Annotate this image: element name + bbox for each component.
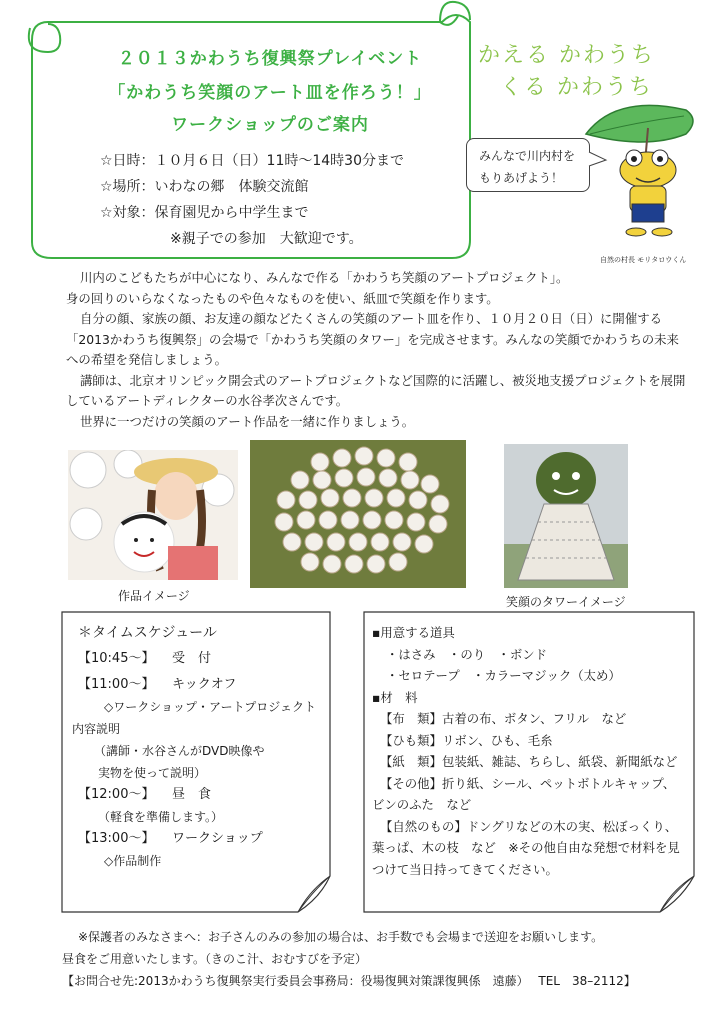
event-place: ☆場所：いわなの郷 体験交流館 bbox=[100, 179, 309, 195]
schedule-time-3: 【12:00～】 bbox=[78, 787, 155, 802]
materials-title: ▪材 料 bbox=[372, 689, 418, 705]
material-natural-cont2: つけて当日持ってきてください。 bbox=[372, 861, 558, 877]
schedule-label-4: ワークショップ bbox=[172, 831, 263, 846]
speech-bubble bbox=[466, 138, 590, 192]
schedule-card bbox=[72, 622, 328, 872]
intro-p3: 自分の顔、家族の顔、お友達の顔などたくさんの笑顔のアート皿を作り、１０月２０日（日）に開催する bbox=[80, 311, 662, 326]
intro-text bbox=[66, 268, 686, 432]
banner-title-line3: ワークショップのご案内 bbox=[171, 115, 369, 135]
intro-p2: 身の回りのいらなくなったものや色々なものを使い、紙皿で笑顔を作ります。 bbox=[66, 290, 499, 306]
photo-smile-tower bbox=[504, 444, 628, 588]
tools-card bbox=[372, 622, 694, 880]
intro-p5: への希望を発信しましょう。 bbox=[66, 352, 228, 367]
schedule-time-1: 【10:45～】 bbox=[78, 651, 155, 666]
banner-title-line1: ２０１３かわうち復興祭プレイベント bbox=[117, 49, 423, 69]
schedule-title: ＊タイムスケジュール bbox=[78, 625, 217, 641]
schedule-time-2: 【11:00～】 bbox=[78, 677, 155, 692]
tools-title: ▪用意する道具 bbox=[372, 625, 455, 640]
tools-line1: ・はさみ ・のり ・ボンド bbox=[386, 646, 548, 662]
tools-line2: ・セロテープ ・カラーマジック（太め） bbox=[386, 668, 621, 683]
banner-title-line2: 「かわうち笑顔のアート皿を作ろう！」 bbox=[108, 83, 432, 103]
caption-tower-image: 笑顔のタワーイメージ bbox=[506, 595, 626, 609]
speech-line2: もりあげよう！ bbox=[479, 171, 564, 185]
material-other-cont: ビンのふた など bbox=[372, 797, 472, 812]
material-natural: 【自然のもの】ドングリなどの木の実、松ぼっくり、 bbox=[380, 818, 678, 834]
schedule-time-4: 【13:00～】 bbox=[78, 831, 155, 846]
footer-contact: 【お問合せ先:2013かわうち復興祭実行委員会事務局：役場復興対策課復興係 遠藤） TEL 38–2112】 bbox=[62, 974, 636, 988]
schedule-sub-2c: （講師・水谷さんがDVD映像や bbox=[94, 744, 265, 758]
intro-p6: 講師は、北京オリンピック開会式のアートプロジェクトなど国際的に活躍し、被災地支援プロジェクトを展開 bbox=[80, 372, 686, 388]
schedule-sub-2b: 内容説明 bbox=[72, 722, 121, 736]
intro-p8: 世界に一つだけの笑顔のアート作品を一緒に作りましょう。 bbox=[80, 413, 415, 429]
event-target: ☆対象：保育園児から中学生まで bbox=[100, 205, 309, 221]
photo-girl-with-plate bbox=[68, 450, 238, 580]
slogan-line2: くる かわうち bbox=[500, 75, 653, 100]
schedule-label-2: キックオフ bbox=[172, 677, 237, 692]
material-natural-cont1: 葉っぱ、木の枝 など ※その他自由な発想で材料を見 bbox=[372, 840, 680, 855]
slogan-line1: かえる かわうち bbox=[478, 43, 655, 68]
schedule-label-1: 受 付 bbox=[172, 651, 212, 666]
material-cloth: 【布 類】古着の布、ボタン、フリル など bbox=[380, 711, 627, 726]
schedule-sub-4: ◇作品制作 bbox=[104, 854, 162, 868]
intro-p7: しているアートディレクターの水谷孝次さんです。 bbox=[66, 393, 349, 408]
photo-plates-on-grass bbox=[250, 440, 466, 588]
schedule-label-3: 昼 食 bbox=[172, 787, 212, 802]
speech-line1: みんなで川内村を bbox=[479, 149, 576, 163]
footer-lunch-note: 昼食をご用意いたします。（きのこ汁、おむすびを予定） bbox=[62, 952, 368, 966]
footer-guardian-note: ※保護者のみなさまへ：お子さんのみの参加の場合は、お手数でも会場まで送迎をお願いします。 bbox=[78, 930, 604, 944]
event-note: ※親子での参加 大歓迎です。 bbox=[170, 231, 363, 247]
mascot-caption: 自然の村長 モリタロウくん bbox=[600, 256, 687, 264]
schedule-sub-2a: ◇ワークショップ・アートプロジェクト bbox=[104, 700, 317, 714]
caption-art-image: 作品イメージ bbox=[118, 589, 190, 603]
material-paper: 【紙 類】包装紙、雑誌、ちらし、紙袋、新聞紙など bbox=[380, 754, 678, 769]
material-string: 【ひも類】リボン、ひも、毛糸 bbox=[380, 732, 553, 748]
event-date: ☆日時：１０月６日（日）11時～14時30分まで bbox=[100, 153, 404, 169]
schedule-sub-3: （軽食を準備します。） bbox=[98, 810, 224, 824]
material-other: 【その他】折り紙、シール、ペットボトルキャップ、 bbox=[380, 775, 676, 791]
frog-mascot-illustration bbox=[576, 98, 706, 258]
intro-p1: 川内のこどもたちが中心になり、みんなで作る「かわうち笑顔のアートプロジェクト」。 bbox=[80, 270, 569, 285]
intro-p4: 「2013かわうち復興祭」の会場で「かわうち笑顔のタワー」を完成させます。みんなの笑顔でかわうちの未来 bbox=[66, 331, 679, 347]
schedule-sub-2d: 実物を使って説明） bbox=[98, 766, 207, 780]
